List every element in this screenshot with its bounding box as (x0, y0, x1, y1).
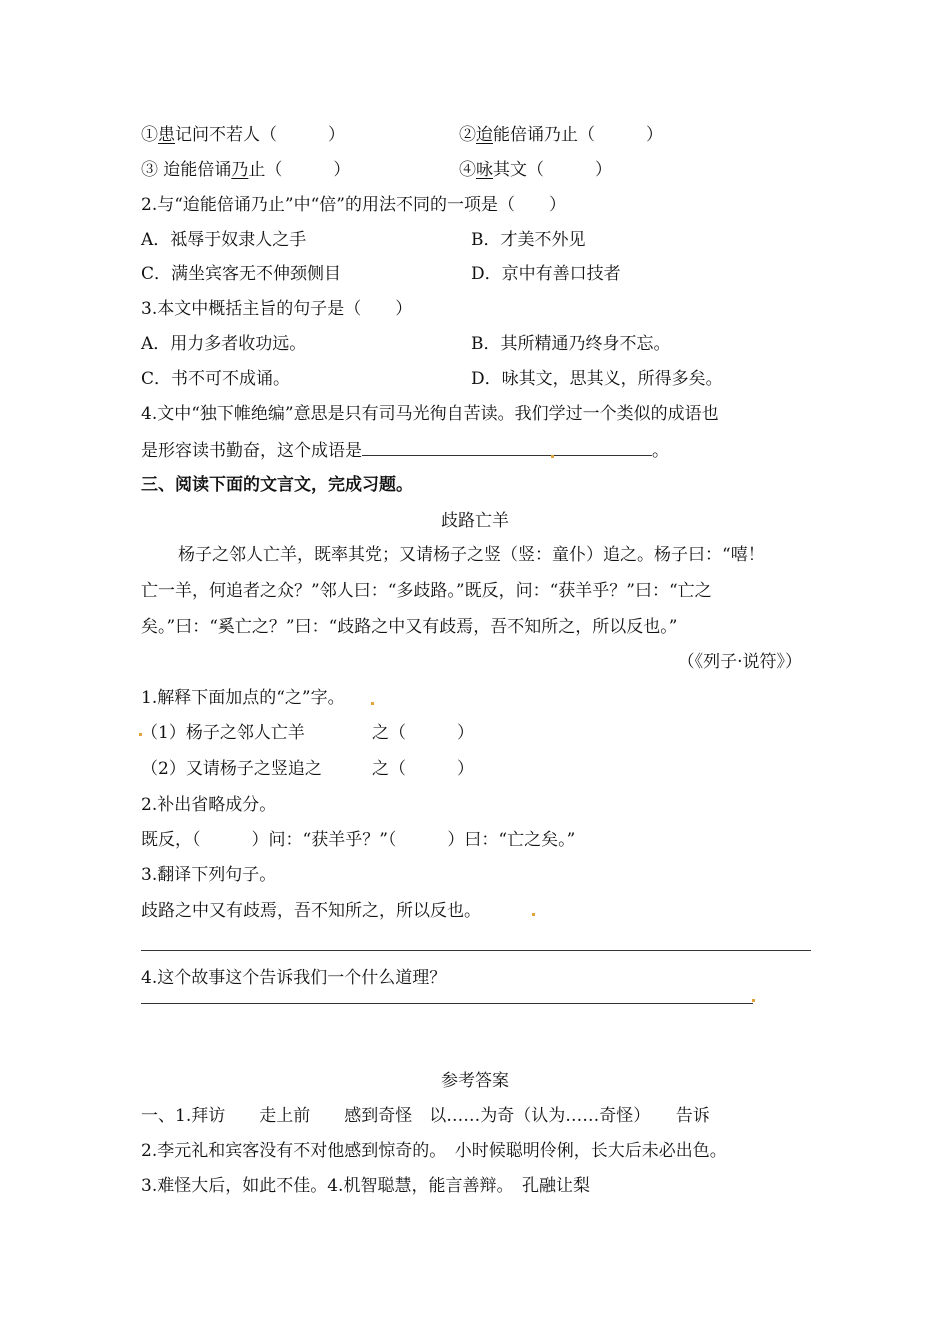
q3-option-d: D．咏其文，思其义，所得多矣。 (471, 369, 723, 389)
passage-source: （《列子·说符》） (677, 652, 802, 672)
question-3: 3.本文中概括主旨的句子是（ ） (141, 299, 413, 319)
q2-option-c: C．满坐宾客无不伸颈侧目 (141, 264, 342, 284)
item-4 (459, 159, 612, 181)
question-2: 2.与“迨能倍诵乃止”中“倍”的用法不同的一项是（ ） (141, 195, 566, 215)
marker-dot (532, 913, 535, 916)
answer-line[interactable] (141, 1003, 753, 1004)
item-4-number: ④ (459, 160, 476, 180)
q3-option-a: A．用力多者收功远。 (141, 334, 307, 354)
passage-line-3: 矣。”曰：“奚亡之？”曰：“歧路之中又有歧焉，吾不知所之，所以反也。” (141, 617, 678, 637)
item-1-text: 记问不若人（ ） (175, 125, 345, 145)
answer-line-3: 3.难怪大后，如此不佳。4.机智聪慧，能言善辩。 孔融让梨 (141, 1176, 590, 1196)
answer-line[interactable] (141, 950, 811, 951)
item-4-underlined: 咏 (476, 160, 493, 180)
question-4-line-2 (141, 439, 669, 462)
question-4-line-1: 4.文中“独下帷绝编”意思是只有司马光徇自苦读。我们学过一个类似的成语也 (141, 404, 719, 424)
item-1 (141, 124, 345, 146)
q2-option-d: D．京中有善口技者 (471, 264, 621, 284)
q3-option-c: C．书不可不成诵。 (141, 369, 291, 389)
p3-question-3: 3.翻译下列句子。 (141, 865, 277, 885)
answer-line-2: 2.李元礼和宾客没有不对他感到惊奇的。 小时候聪明伶俐，长大后未必出色。 (141, 1141, 727, 1161)
item-2-text: 能倍诵乃止（ ） (493, 125, 663, 145)
marker-dot (752, 999, 755, 1002)
item-3-text: 止（ ） (248, 160, 351, 180)
answer-line-1: 一、1.拜访 走上前 感到奇怪 以……为奇（认为……奇怪） 告诉 (141, 1106, 710, 1126)
passage-title: 歧路亡羊 (441, 511, 509, 531)
passage-line-2: 亡一羊，何追者之众？”邻人曰：“多歧路。”既反，问：“获羊乎？”曰：“亡之 (141, 581, 712, 601)
p3-question-2-text: 既反，（ ）问：“获羊乎？”（ ）曰：“亡之矣。” (141, 830, 576, 850)
p3-question-3-text: 歧路之中又有歧焉，吾不知所之，所以反也。 (141, 901, 481, 921)
item-2 (459, 124, 663, 146)
item-3-prefix: ③ 迨能倍诵 (141, 160, 232, 180)
q2-option-b: B．才美不外见 (471, 230, 586, 250)
passage-line-1: 杨子之邻人亡羊，既率其党；又请杨子之竖（竖：童仆）追之。杨子曰：“嘻！ (178, 545, 765, 565)
p3-q1-item-1-answer: 之（ ） (372, 723, 474, 743)
answers-title: 参考答案 (441, 1071, 509, 1091)
q3-option-b: B．其所精通乃终身不忘。 (471, 334, 671, 354)
p3-question-2: 2.补出省略成分。 (141, 795, 277, 815)
p3-question-4: 4.这个故事这个告诉我们一个什么道理？ (141, 968, 447, 988)
question-4-prompt: 是形容读书勤奋，这个成语是 (141, 441, 362, 461)
item-2-underlined: 迨 (476, 125, 493, 145)
answer-blank[interactable] (362, 439, 652, 456)
marker-dot (371, 702, 374, 705)
item-2-number: ② (459, 125, 476, 145)
item-1-number: ① (141, 125, 158, 145)
p3-q1-item-2: （2）又请杨子之竖追之 (141, 759, 322, 779)
p3-q1-item-2-answer: 之（ ） (372, 759, 474, 779)
q2-option-a: A．祗辱于奴隶人之手 (141, 230, 307, 250)
section-3-heading: 三、阅读下面的文言文，完成习题。 (141, 475, 413, 495)
item-4-text: 其文（ ） (493, 160, 612, 180)
p3-question-1: 1.解释下面加点的“之”字。 (141, 688, 345, 708)
marker-dot (551, 455, 554, 458)
p3-q1-item-1: （1）杨子之邻人亡羊 (141, 723, 305, 743)
item-1-underlined: 患 (158, 125, 175, 145)
item-3-underlined: 乃 (231, 160, 249, 180)
item-3 (141, 159, 350, 181)
question-4-end: 。 (652, 441, 669, 461)
